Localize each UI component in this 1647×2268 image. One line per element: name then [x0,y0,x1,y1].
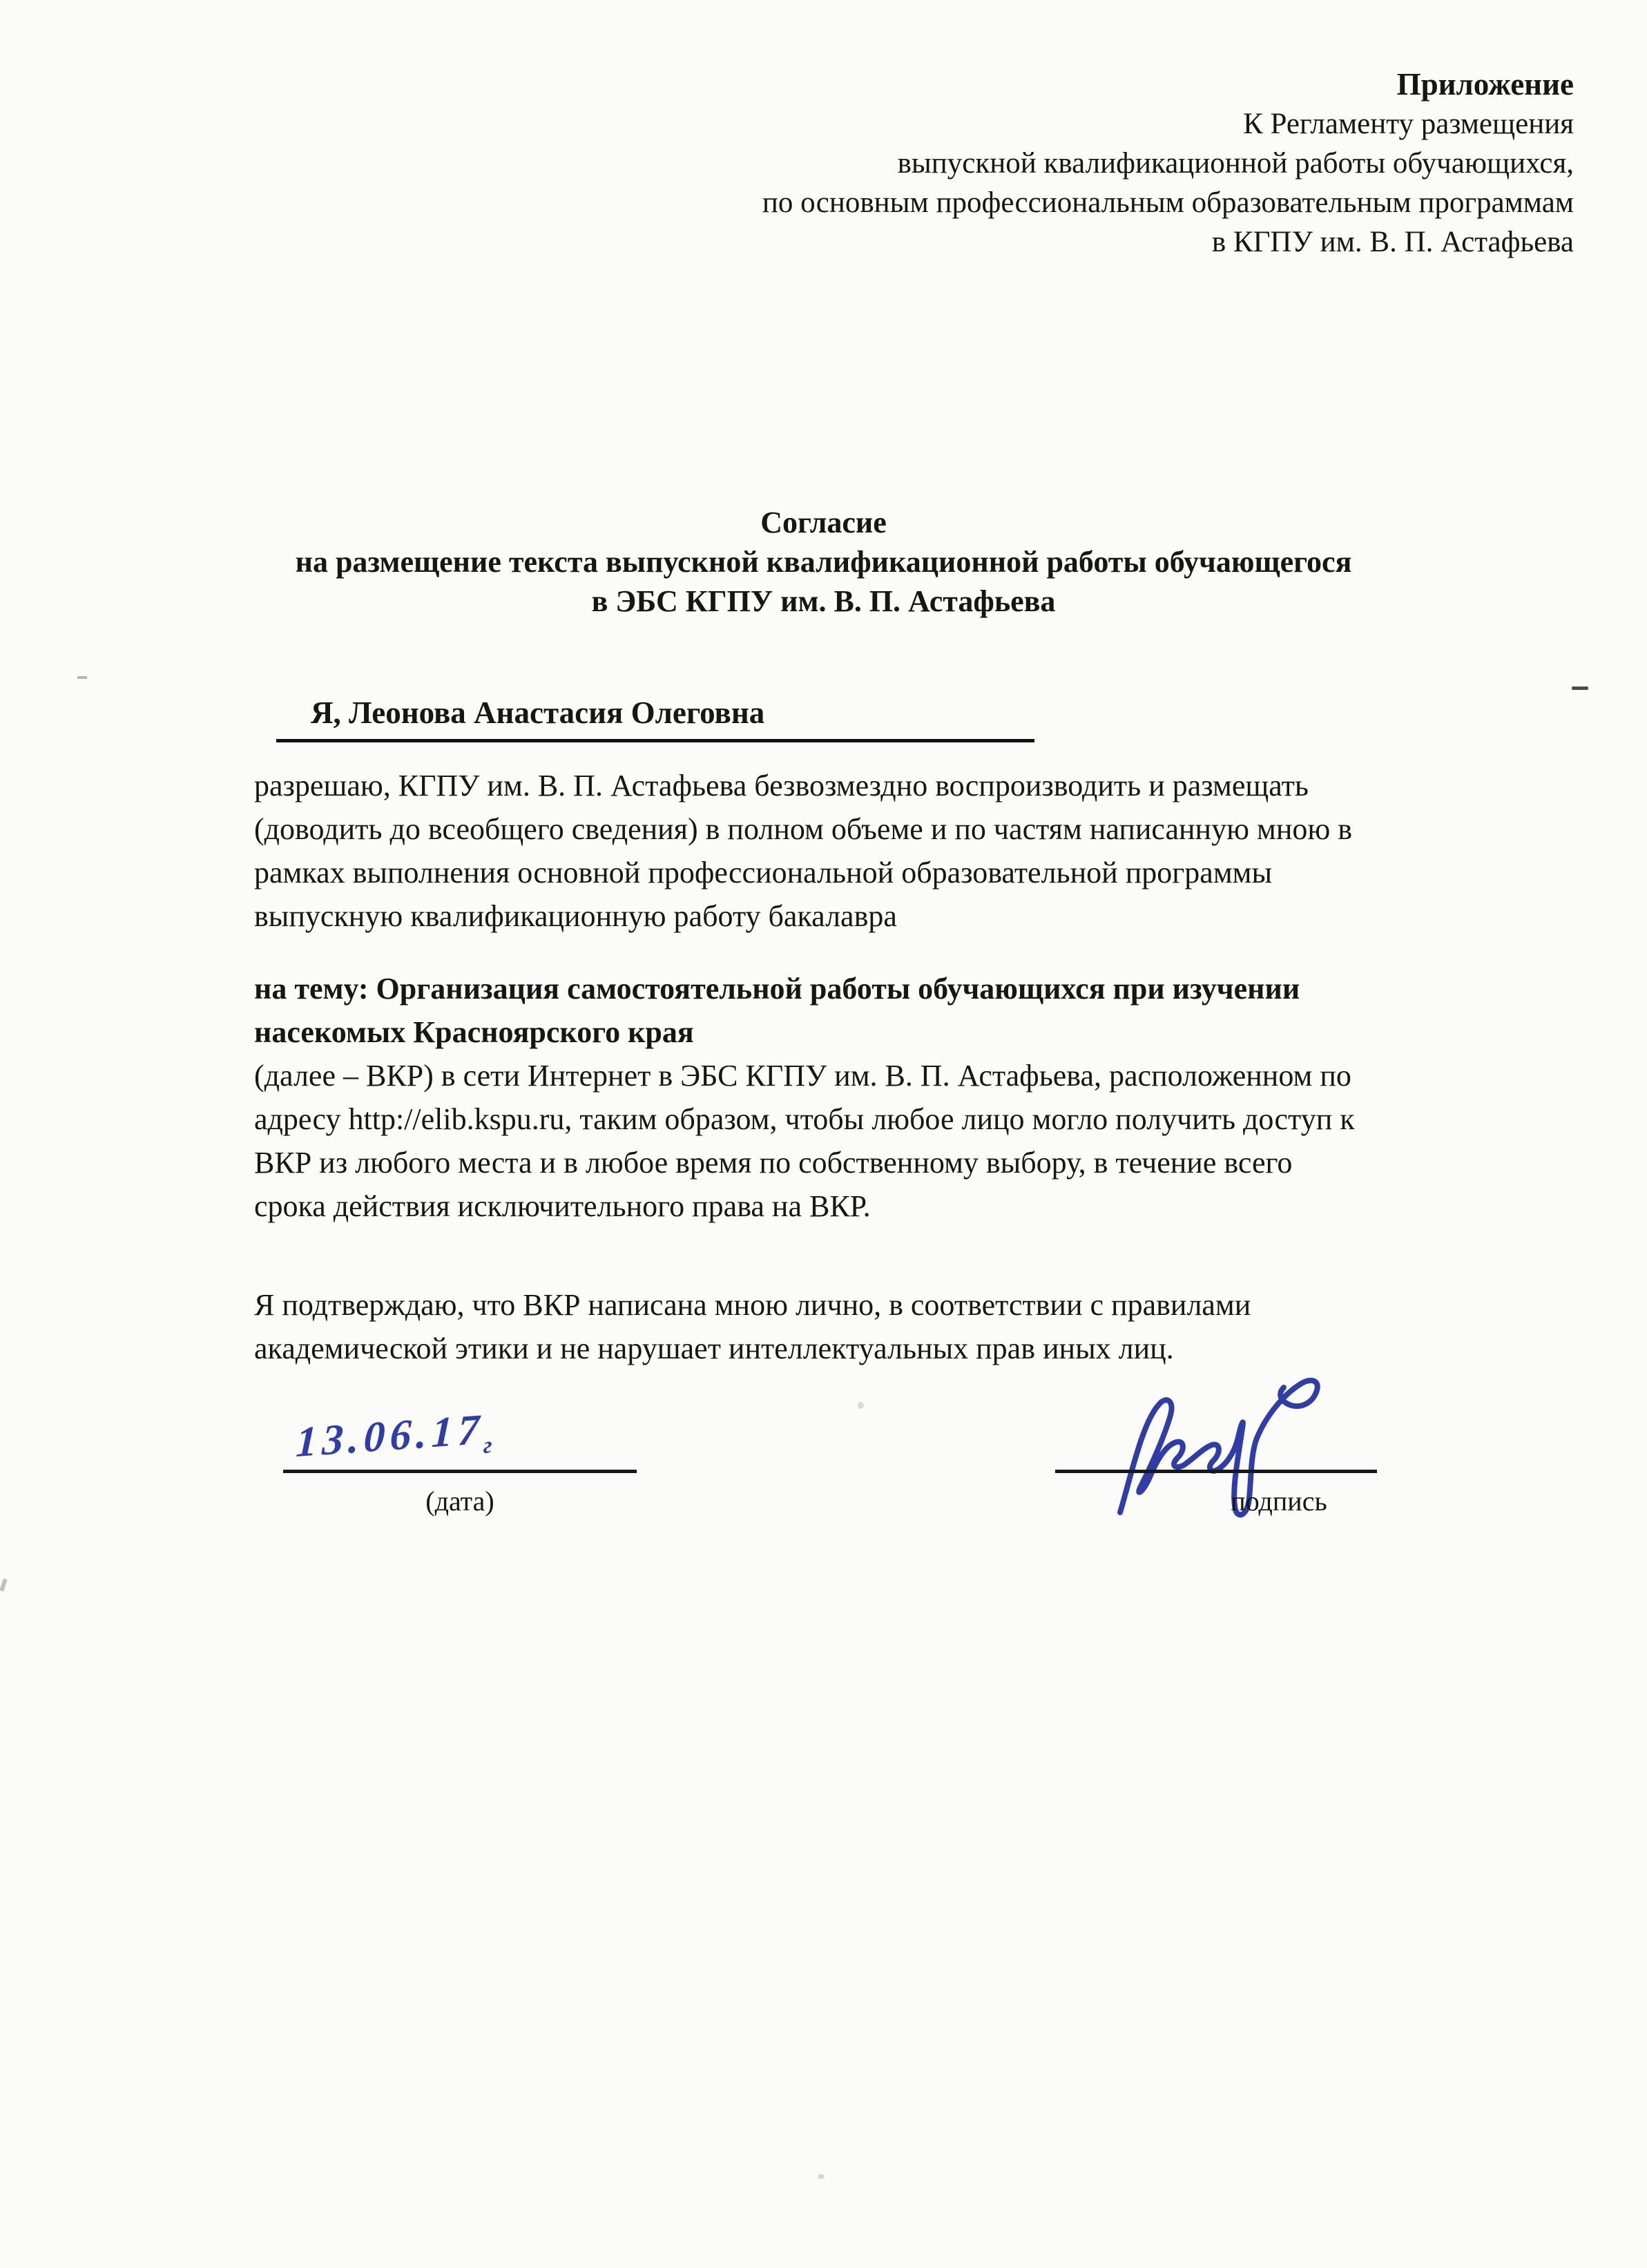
header-line: в КГПУ им. В. П. Астафьева [1211,226,1574,258]
text-line: срока действия исключительного права на ВКР. [254,1189,871,1223]
text-line: выпускную квалификационную работу бакалавра [254,899,897,933]
scan-artifact-dash [77,676,87,679]
text-line: рамках выполнения основной профессиональной образовательной программы [254,856,1273,890]
paragraph-confirmation [254,1283,1251,1370]
text-line: разрешаю, КГПУ им. В. П. Астафьева безвозмездно воспроизводить и размещать [254,769,1309,803]
date-year-suffix: г [483,1432,493,1459]
header-line: по основным профессиональным образовательным программам [762,186,1574,219]
scan-artifact-speck [818,2174,825,2179]
title-line: в ЭБС КГПУ им. В. П. Астафьева [591,584,1056,618]
text-line: академической этики и не нарушает интеллектуальных прав иных лиц. [254,1332,1174,1365]
declarant-name-text: Я, Леонова Анастасия Олеговна [311,695,765,730]
scan-artifact-mark [0,1579,8,1592]
declarant-name-field [276,695,1034,742]
paragraph-permission [254,764,1352,938]
date-underline [283,1441,637,1473]
text-line: (далее – ВКР) в сети Интернет в ЭБС КГПУ им. В. П. Астафьева, расположенном по [254,1059,1351,1093]
signature-label: подпись [1231,1486,1327,1517]
text-line: (доводить до всеобщего сведения) в полном объеме и по частям написанную мною в [254,812,1353,846]
date-label: (дата) [425,1486,494,1517]
scan-artifact-speck [858,1402,864,1409]
text-line: адресу http://elib.kspu.ru, таким образом, чтобы любое лицо могло получить доступ к [254,1102,1355,1136]
header-line: Приложение [1396,67,1574,102]
paragraph-topic [254,967,1300,1054]
appendix-header [762,65,1574,262]
signature-underline [1055,1441,1377,1473]
title-line: на размещение текста выпускной квалификационной работы обучающегося [295,545,1352,579]
text-line: насекомых Красноярского края [254,1015,694,1049]
text-line: ВКР из любого места и в любое время по собственному выбору, в течение всего [254,1146,1293,1180]
document-title [0,503,1647,621]
header-line: К Регламенту размещения [1243,108,1574,140]
text-line: на тему: Организация самостоятельной работы обучающихся при изучении [254,972,1300,1006]
title-line: Согласие [760,506,887,539]
date-digits: 13.06.17 [295,1405,485,1467]
paragraph-terms [254,1054,1355,1228]
scan-artifact-dash [1572,686,1588,690]
header-line: выпускной квалификационной работы обучающихся, [897,147,1574,180]
text-line: Я подтверждаю, что ВКР написана мною лично, в соответствии с правилами [254,1288,1251,1322]
